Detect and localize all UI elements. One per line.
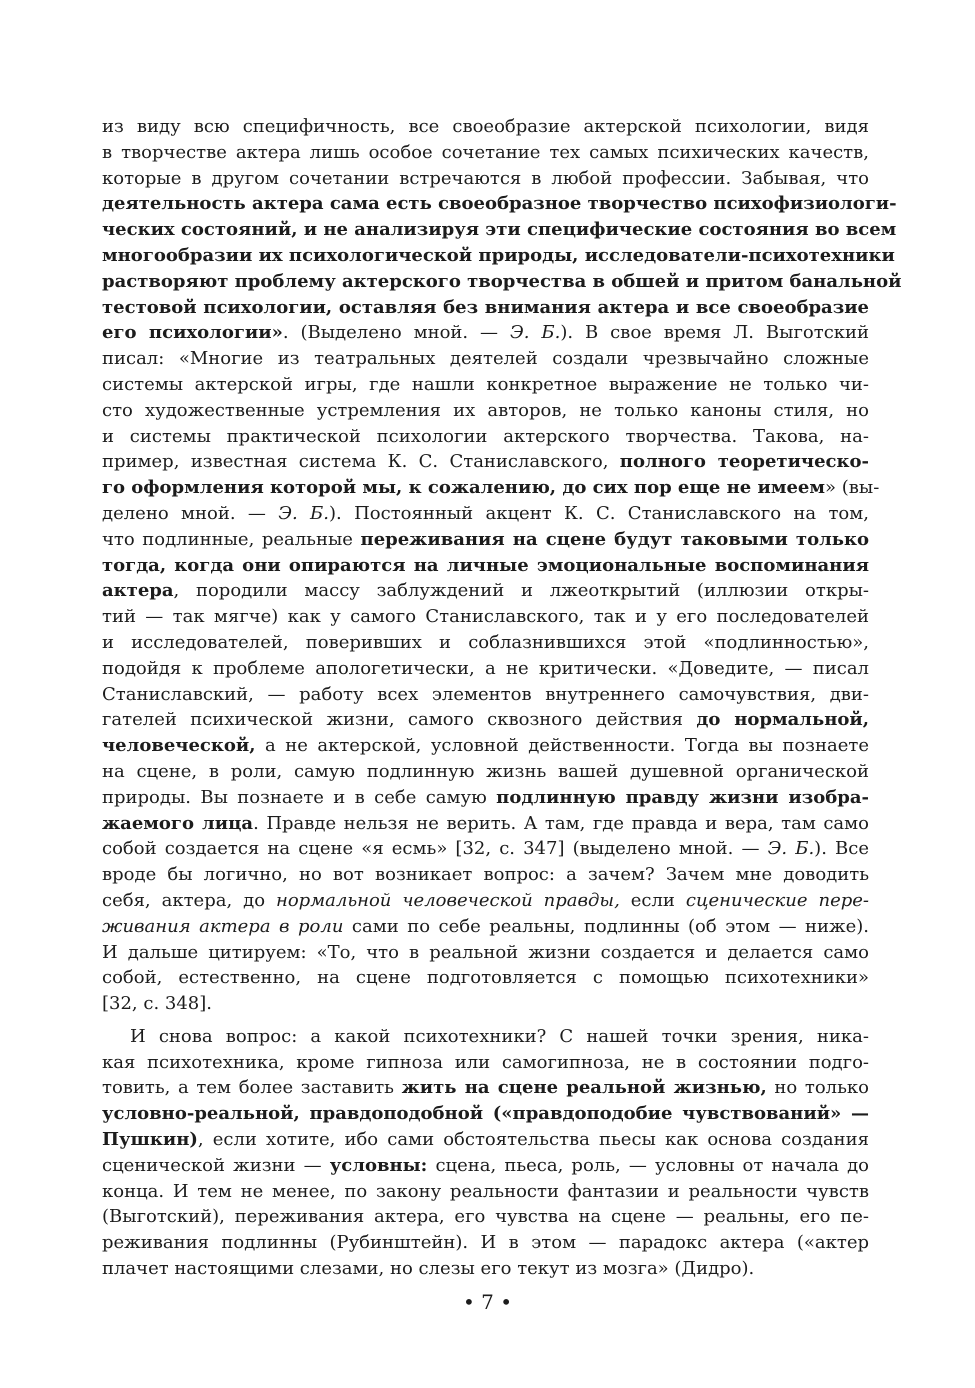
text-line [102, 424, 869, 450]
bold-text: до нормальной, [696, 709, 869, 731]
text-segment: конца. И тем не менее, по закону реальности фантазии и реальности чувств [102, 1180, 869, 1202]
text-line [102, 811, 869, 837]
bold-text: Пушкин) [102, 1129, 198, 1151]
text-line [102, 1075, 869, 1101]
text-segment: , если хотите, ибо сами обстоятельства пьесы как основа создания [197, 1129, 869, 1151]
text-segment: вроде бы логично, но вот возникает вопрос: а зачем? Зачем мне доводить [102, 864, 869, 886]
text-segment: . Правде нельзя не верить. А там, где правда и вера, там само [253, 812, 870, 834]
text-line [102, 449, 869, 475]
text-segment: ). В свое время Л. Выготский [560, 322, 870, 344]
bold-text: ческих состояний, и не анализируя эти специфические состояния во всем [102, 219, 897, 241]
text-line [102, 656, 869, 682]
italic-text: Э. Б. [509, 322, 561, 344]
bold-text: тестовой психологии, оставляя без внимания актера и все своеобразие [102, 296, 869, 318]
text-segment: , породили массу заблуждений и лжеоткрытий (иллюзии откры- [173, 580, 869, 602]
text-line [102, 1127, 869, 1153]
bold-text: го оформления которой мы, к сожалению, до сих пор еще не имеем [102, 477, 825, 499]
text-line [102, 862, 869, 888]
text-line [102, 475, 880, 501]
text-line [102, 140, 869, 166]
text-segment: сцена, пьеса, роль, — условны от начала до [427, 1154, 869, 1176]
text-segment: если [619, 889, 686, 911]
text-segment: плачет настоящими слезами, но слезы его текут из мозга» (Дидро). [102, 1258, 755, 1280]
text-segment: себя, актера, до [102, 889, 276, 911]
text-segment: системы актерской игры, где нашли конкретное выражение не только чи- [102, 373, 869, 395]
text-segment: сценической жизни — [102, 1154, 330, 1176]
text-line [102, 578, 869, 604]
text-line [102, 191, 897, 217]
text-line [102, 527, 869, 553]
text-line [102, 914, 869, 940]
bold-text: актера [102, 580, 174, 602]
text-segment: на сцене, в роли, самую подлинную жизнь вашей душевной органической [102, 760, 869, 782]
text-segment: (Выготский), переживания актера, его чувства на сцене — реальны, его пе- [102, 1206, 869, 1228]
text-line [102, 888, 869, 914]
text-line [102, 372, 869, 398]
text-line [102, 1179, 869, 1205]
text-segment: [32, с. 348]. [102, 993, 212, 1015]
text-segment: что подлинные, реальные [102, 528, 361, 550]
text-segment: подойдя к проблеме апологетически, а не критически. «Доведите, — писал [102, 657, 869, 679]
text-line [102, 836, 869, 862]
text-segment: реживания подлинны (Рубинштейн). И в этом — парадокс актера («актер [102, 1232, 869, 1254]
bold-text: многообразии их психологической природы, исследователи-психотехники [102, 244, 895, 266]
text-line [102, 733, 869, 759]
text-line [102, 114, 869, 140]
text-segment: которые в другом сочетании встречаются в любой профессии. Забывая, что [102, 167, 869, 189]
text-segment: И снова вопрос: а какой психотехники? С нашей точки зрения, ника- [130, 1025, 869, 1047]
bold-text: тогда, когда они опираются на личные эмоциональные воспоминания [102, 554, 869, 576]
text-segment: собой создается на сцене «я есмь» [32, с. 347] (выделено мной. — [102, 838, 768, 860]
text-line [102, 991, 869, 1017]
italic-text: живания актера в роли [102, 915, 344, 937]
text-segment: И дальше цитируем: «То, что в реальной жизни создается и делается само [102, 941, 869, 963]
text-line [102, 707, 869, 733]
italic-text: Э. Б. [278, 502, 329, 524]
text-segment: кая психотехника, кроме гипноза или самогипноза, не в состоянии подго- [102, 1051, 869, 1073]
text-line [102, 1204, 869, 1230]
text-line [102, 295, 869, 321]
bold-text: жаемого лица [102, 812, 254, 834]
text-line [102, 940, 869, 966]
text-segment: сто художественные устремления их авторов, не только каноны стиля, но [102, 399, 869, 421]
text-line [102, 553, 869, 579]
text-segment: ). Все [814, 838, 869, 860]
page-number: • 7 • [462, 1290, 513, 1314]
text-segment: делено мной. — [102, 502, 279, 524]
bold-text: полного теоретическо- [619, 451, 869, 473]
text-line [102, 604, 869, 630]
text-segment: из виду всю специфичность, все своеобразие актерской психологии, видя [102, 116, 869, 137]
text-segment: Станиславский, — работу всех элементов внутреннего самочувствия, дви- [102, 683, 869, 705]
bold-text: условны: [329, 1154, 428, 1176]
text-line [102, 630, 869, 656]
text-line [102, 1256, 869, 1282]
text-line [102, 1050, 869, 1076]
text-segment: в творчестве актера лишь особое сочетание тех самых психических качеств, [102, 141, 869, 163]
text-line [102, 398, 869, 424]
italic-text: сценические пере- [685, 889, 869, 911]
text-segment: и исследователей, поверивших и соблазнившихся этой «подлинностью», [102, 631, 869, 653]
text-line [102, 501, 869, 527]
text-segment: природы. Вы познаете и в себе самую [102, 786, 497, 808]
text-line [102, 269, 902, 295]
text-segment: писал: «Многие из театральных деятелей создали чрезвычайно сложные [102, 348, 869, 370]
text-line [102, 965, 869, 991]
paragraph [102, 114, 902, 1017]
text-segment: товить, а тем более заставить [102, 1077, 402, 1099]
text-segment: но только [766, 1077, 869, 1099]
text-line [102, 785, 869, 811]
paragraph [102, 1024, 869, 1282]
text-line [102, 682, 869, 708]
text-line [102, 759, 869, 785]
bold-text: человеческой, [102, 735, 256, 757]
bold-text: растворяют проблему актерского творчества в обшей и притом банальной [102, 270, 902, 292]
bold-text: переживания на сцене будут таковыми только [360, 528, 869, 550]
text-segment: » (вы- [825, 477, 880, 499]
text-line [102, 1101, 869, 1127]
text-line [102, 243, 895, 269]
text-line [102, 1153, 869, 1179]
text-segment: тий — так мягче) как у самого Станиславского, так и у его последователей [102, 606, 869, 628]
text-line [102, 320, 869, 346]
text-line [102, 217, 897, 243]
bold-text: жить на сцене реальной жизнью, [401, 1077, 767, 1099]
italic-text: Э. Б. [767, 838, 815, 860]
bold-text: подлинную правду жизни изобра- [496, 786, 869, 808]
text-segment: гателей психической жизни, самого сквозного действия [102, 709, 697, 731]
text-segment: и системы практической психологии актерского творчества. Такова, на- [102, 425, 869, 447]
bold-text: условно-реальной, правдоподобной («правдоподобие чувствований» — [102, 1103, 869, 1125]
bold-text: его психологии» [102, 322, 283, 344]
text-segment: а не актерской, условной действенности. Тогда вы познаете [255, 735, 869, 757]
text-line [102, 346, 869, 372]
text-segment: пример, известная система К. С. Станиславского, [102, 451, 620, 473]
text-segment: сами по себе реальны, подлинны (об этом — ниже). [343, 915, 869, 937]
italic-text: нормальной человеческой правды, [275, 889, 620, 911]
text-segment: . (Выделено мной. — [282, 322, 510, 344]
text-line [102, 1024, 869, 1050]
body-text [102, 114, 902, 1282]
bold-text: деятельность актера сама есть своеобразное творчество психофизиологи- [102, 193, 897, 215]
text-segment: ). Постоянный акцент К. С. Станиславского на том, [329, 502, 869, 524]
text-line [102, 166, 869, 192]
text-line [102, 1230, 869, 1256]
text-segment: собой, естественно, на сцене подготовляется с помощью психотехники» [102, 967, 869, 989]
